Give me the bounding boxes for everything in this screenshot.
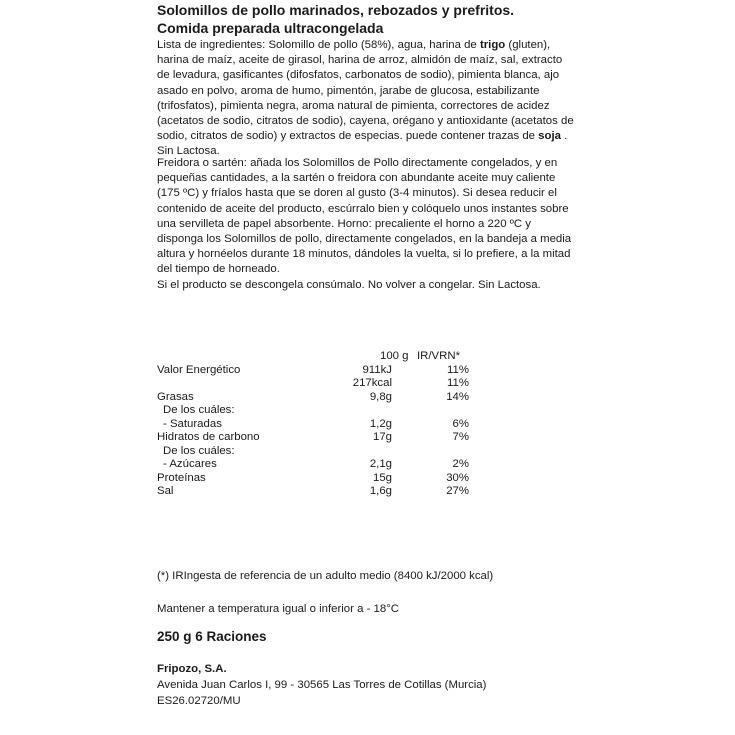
nutrient-value: 9,8g — [369, 390, 392, 403]
nutrient-ir-percent: 11% — [447, 363, 469, 376]
allergen-trigo: trigo — [479, 39, 506, 51]
nutrition-row — [157, 445, 477, 459]
ingredients-middle: (gluten), harina de maíz, aceite de girasol, harina de arroz, almidón de maíz, sal, extracto de levadura, gasificantes (difosfatos, carbonatos de sodio), pimienta blanca, ajo asado en polvo, aroma de humo, pimentón, jarabe de glucosa, estabilizante (trifosfatos), pimienta negra, aroma natural de pimienta, correctores de acidez (acetatos de sodio, citratos de sodio), cayena, orégano y antioxidante (acetatos de sodio, citratos de sodio) y extractos de especias. puede contener trazas de — [157, 39, 574, 143]
nutrition-row — [157, 485, 477, 499]
nutrient-ir-percent: 27% — [446, 485, 469, 497]
manufacturer-address: Avenida Juan Carlos I, 99 - 30565 Las Torres de Cotillas (Murcia) — [157, 679, 487, 691]
nutrient-name: Sal — [157, 485, 174, 497]
nutrient-ir-percent: 11% — [447, 377, 469, 389]
nutrient-name: Valor Energético — [157, 363, 241, 376]
ir-vrn-header: IR/VRN* — [417, 350, 461, 362]
per-100g-header: 100 g — [380, 350, 409, 362]
nutrient-name: Hidratos de carbono — [157, 431, 260, 443]
nutrient-name: - Azúcares — [163, 458, 217, 470]
nutrition-row — [157, 377, 477, 391]
ingredients-suffix: . Sin Lactosa. — [157, 130, 568, 158]
nutrient-value: 17g — [372, 431, 392, 443]
ingredients-prefix: Lista de ingredientes: Solomillo de pollo (58%), agua, harina de — [157, 39, 480, 51]
nutrient-value: 1,6g — [369, 485, 392, 497]
nutrition-table — [157, 350, 477, 499]
manufacturer-name: Fripozo, S.A. — [157, 663, 227, 675]
health-registry-number: ES26.02720/MU — [157, 695, 241, 707]
nutrition-row — [157, 418, 477, 432]
nutrient-value: 15g — [372, 471, 392, 484]
ingredients-list — [157, 38, 577, 160]
nutrition-rows — [157, 364, 477, 499]
nutrition-row — [157, 404, 477, 418]
nutrition-row — [157, 364, 477, 378]
nutrition-header — [157, 350, 477, 364]
nutrient-ir-percent: 7% — [452, 431, 469, 443]
nutrient-ir-percent: 14% — [446, 390, 469, 403]
allergen-soja: soja — [538, 130, 561, 143]
cooking-instructions: Freidora o sartén: añada los Solomillos de Pollo directamente congelados, y en pequeñas cantidades, a la sartén o freidora con abundante aceite muy caliente (175 ºC) y fríalos hasta que se doren al gusto (3-4 minutos). Si desea reducir el contenido de aceite del producto, escúrralo bien y colóquelo unos instantes sobre una servilleta de papel absorbente. Horno: precaliente el horno a 220 ºC y disponga los Solomillos de pollo, directamente congelados, en la bandeja a media altura y hornéelos durante 18 minutos, dándoles la vuelta, si lo prefiere, a la mitad del tiempo de horneado. — [157, 157, 572, 276]
preparation-instructions — [157, 156, 577, 293]
storage-instructions: Mantener a temperatura igual o inferior a - 18°C — [157, 603, 399, 615]
product-subtitle: Comida preparada ultracongelada — [157, 20, 384, 36]
nutrient-name: Grasas — [157, 390, 194, 403]
nutrient-name: De los cuáles: — [163, 444, 235, 457]
nutrient-name: Proteínas — [157, 471, 206, 484]
net-weight: 250 g 6 Raciones — [157, 629, 267, 644]
nutrition-row — [157, 472, 477, 486]
nutrition-row — [157, 391, 477, 405]
nutrient-value: 217kcal — [352, 377, 392, 389]
nutrient-value: 2,1g — [369, 458, 392, 470]
product-title: Solomillos de pollo marinados, rebozados y prefritos. — [157, 2, 515, 18]
nutrient-ir-percent: 6% — [452, 417, 469, 430]
nutrient-ir-percent: 30% — [446, 471, 469, 484]
nutrient-name: De los cuáles: — [163, 404, 235, 416]
nutrient-name: - Saturadas — [163, 417, 222, 430]
nutrition-row — [157, 458, 477, 472]
ir-footnote: (*) IRIngesta de referencia de un adulto medio (8400 kJ/2000 kcal) — [157, 570, 494, 582]
nutrition-row — [157, 431, 477, 445]
nutrient-value: 911kJ — [362, 363, 392, 376]
nutrient-ir-percent: 2% — [452, 458, 469, 470]
nutrient-value: 1,2g — [369, 417, 392, 430]
refreeze-note: Si el producto se descongela consúmalo. No volver a congelar. Sin Lactosa. — [157, 278, 541, 291]
